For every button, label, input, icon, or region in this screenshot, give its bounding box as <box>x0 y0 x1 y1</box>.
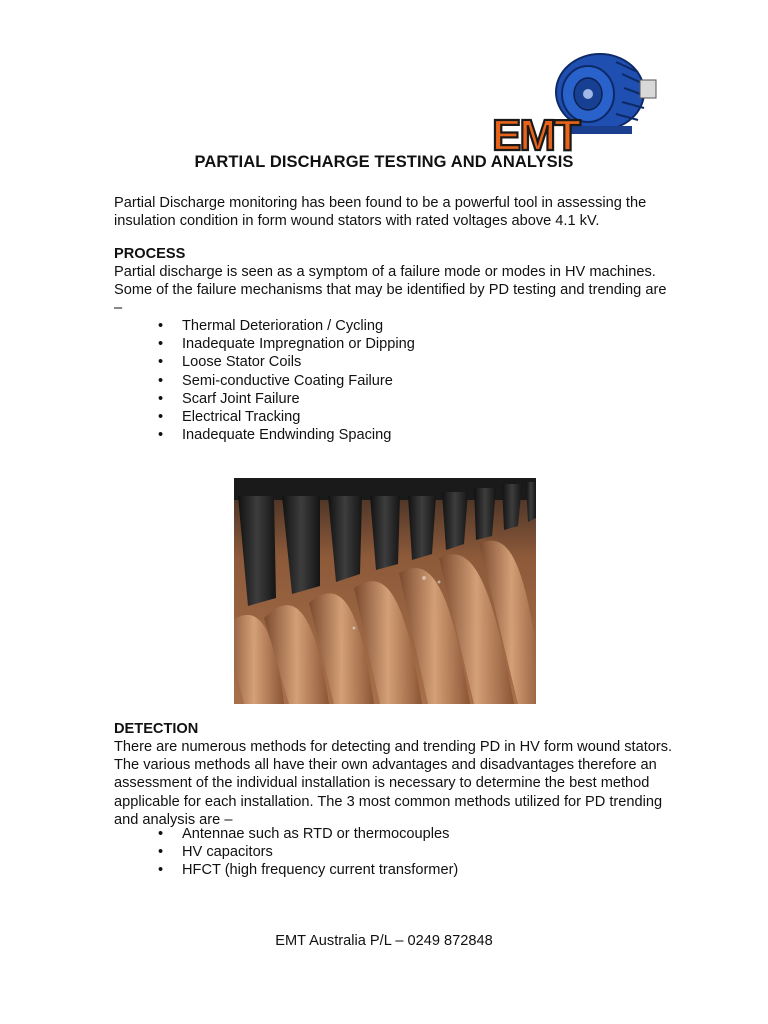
list-item: • Inadequate Endwinding Spacing <box>158 426 658 444</box>
page-title: PARTIAL DISCHARGE TESTING AND ANALYSIS <box>194 153 574 171</box>
detection-methods-list <box>158 825 658 880</box>
detection-paragraph: There are numerous methods for detecting and trending PD in HV form wound stators. The various methods all have their own advantages and disadvantages therefore an assessment of the individual installation is necessary to determine the best method applicable for each installation. The 3 most common methods utilized for PD trending and analysis are – <box>114 739 673 828</box>
emt-logo <box>488 44 660 154</box>
logo-text: EMT <box>492 111 579 154</box>
detection-heading: DETECTION <box>114 721 199 737</box>
list-item: • Semi-conductive Coating Failure <box>158 372 658 390</box>
list-item: • Scarf Joint Failure <box>158 390 658 408</box>
failure-mechanisms-list <box>158 317 658 444</box>
list-item: • HV capacitors <box>158 843 658 861</box>
process-paragraph: Partial discharge is seen as a symptom of a failure mode or modes in HV machines. Some of the failure mechanisms that may be identified by PD testing and trending are – <box>114 264 667 317</box>
intro-paragraph: Partial Discharge monitoring has been found to be a powerful tool in assessing the insulation condition in form wound stators with rated voltages above 4.1 kV. <box>114 195 647 230</box>
page-footer: EMT Australia P/L – 0249 872848 <box>275 933 493 949</box>
list-item: • Inadequate Impregnation or Dipping <box>158 335 658 353</box>
list-item: • Antennae such as RTD or thermocouples <box>158 825 658 843</box>
list-item: • Loose Stator Coils <box>158 353 658 371</box>
list-item: • Electrical Tracking <box>158 408 658 426</box>
list-item: • Thermal Deterioration / Cycling <box>158 317 658 335</box>
process-heading: PROCESS <box>114 246 186 262</box>
stator-coils-photo <box>234 478 536 704</box>
list-item: • HFCT (high frequency current transformer) <box>158 861 658 879</box>
